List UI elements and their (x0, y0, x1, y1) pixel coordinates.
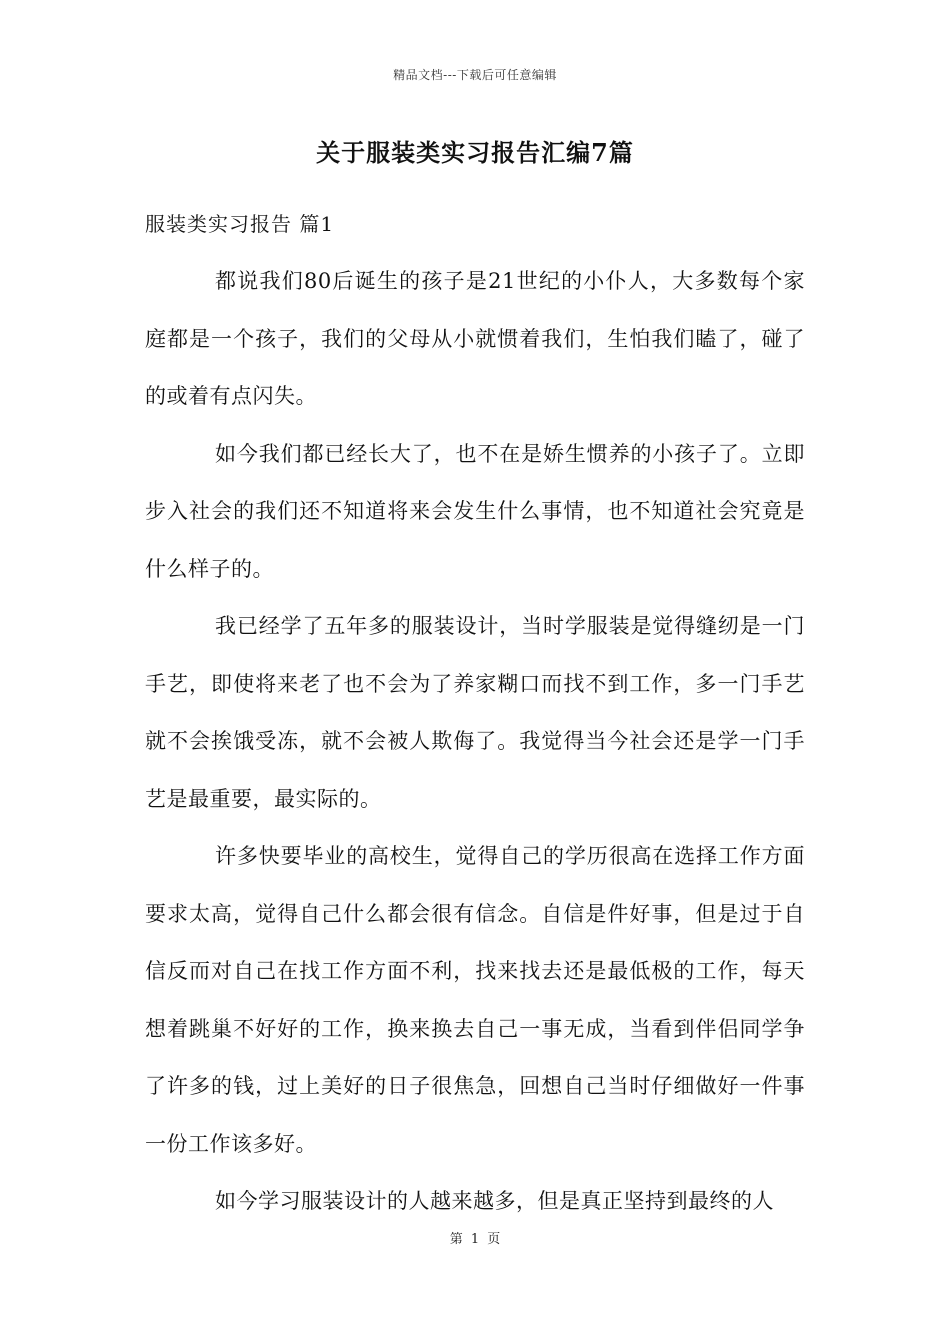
document-title: 关于服装类实习报告汇编7篇 (316, 138, 634, 167)
section-title: 服装类实习报告 篇1 (145, 212, 335, 236)
paragraph-3: 我已经学了五年多的服装设计，当时学服装是觉得缝纫是一门手艺，即使将来老了也不会为了养家糊口而找不到工作，多一门手艺就不会挨饿受冻，就不会被人欺侮了。我觉得当今社会还是学一门手艺是最重要，最实际的。 (145, 614, 805, 811)
page-header: 精品文档---下载后可任意编辑 (393, 68, 557, 82)
paragraph-4: 许多快要毕业的高校生，觉得自己的学历很高在选择工作方面要求太高，觉得自己什么都会很有信念。自信是件好事，但是过于自信反而对自己在找工作方面不利，找来找去还是最低极的工作，每天想着跳巢不好好的工作，换来换去自己一事无成，当看到伴侣同学争了许多的钱，过上美好的日子很焦急，回想自己当时仔细做好一件事一份工作该多好。 (145, 844, 805, 1156)
page-number: 第 1 页 (449, 1232, 501, 1247)
paragraph-1: 都说我们80后诞生的孩子是21世纪的小仆人，大多数每个家庭都是一个孩子，我们的父母从小就惯着我们，生怕我们瞌了，碰了的或着有点闪失。 (145, 269, 805, 408)
paragraph-2: 如今我们都已经长大了，也不在是娇生惯养的小孩子了。立即步入社会的我们还不知道将来会发生什么事情，也不知道社会究竟是什么样子的。 (145, 441, 805, 581)
document-body (145, 253, 805, 1231)
paragraph-5: 如今学习服装设计的人越来越多，但是真正坚持到最终的人 (215, 1189, 774, 1213)
